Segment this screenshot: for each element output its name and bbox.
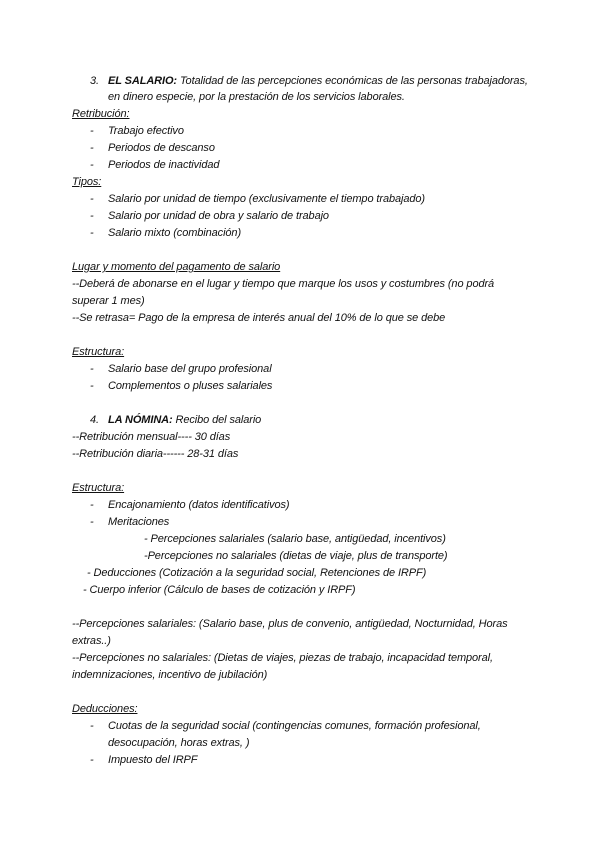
section-3-line-1 <box>108 74 528 88</box>
lugar-line-2: superar 1 mes) <box>72 295 145 307</box>
deducciones-item-2: Impuesto del IRPF <box>108 754 198 766</box>
percepciones-line-1: --Percepciones salariales: (Salario base, plus de convenio, antigüedad, Nocturnidad, Horas <box>72 618 508 630</box>
section-4-text: Recibo del salario <box>172 414 262 426</box>
retribucion-heading: Retribución: <box>72 108 130 120</box>
estructura-2-item-2: Meritaciones <box>108 516 170 528</box>
estructura-2-item-4: - Cuerpo inferior (Cálculo de bases de cotización y IRPF) <box>83 584 356 596</box>
retribucion-diaria: --Retribución diaria------ 28-31 días <box>72 448 239 460</box>
tipos-item-1: Salario por unidad de tiempo (exclusivamente el tiempo trabajado) <box>108 193 425 205</box>
bullet-marker: - <box>90 754 94 766</box>
estructura-item-1: Salario base del grupo profesional <box>108 363 272 375</box>
estructura-2-heading: Estructura: <box>72 482 125 494</box>
deducciones-heading: Deducciones: <box>72 703 138 715</box>
percepciones-line-2: extras..) <box>72 635 111 647</box>
estructura-2-item-3: - Deducciones (Cotización a la seguridad social, Retenciones de IRPF) <box>87 567 427 579</box>
deducciones-item-1: Cuotas de la seguridad social (contingencias comunes, formación profesional, <box>108 720 481 732</box>
bullet-marker: - <box>90 516 94 528</box>
retribucion-item-3: Periodos de inactividad <box>108 159 220 171</box>
tipos-item-3: Salario mixto (combinación) <box>108 227 242 239</box>
percepciones-line-4: indemnizaciones, incentivo de jubilación) <box>72 669 268 681</box>
retribucion-item-2: Periodos de descanso <box>108 142 215 154</box>
section-4-title: LA NÓMINA: <box>108 414 173 426</box>
bullet-marker: - <box>90 159 94 171</box>
estructura-2-sub-1: - Percepciones salariales (salario base, antigüedad, incentivos) <box>144 533 446 545</box>
retribucion-item-1: Trabajo efectivo <box>108 125 184 137</box>
bullet-marker: - <box>90 142 94 154</box>
lugar-line-1: --Deberá de abonarse en el lugar y tiempo que marque los usos y costumbres (no podrá <box>72 278 495 290</box>
estructura-heading: Estructura: <box>72 346 125 358</box>
bullet-marker: - <box>90 720 94 732</box>
bullet-marker: - <box>90 363 94 375</box>
estructura-item-2: Complementos o pluses salariales <box>108 380 273 392</box>
bullet-marker: - <box>90 125 94 137</box>
section-4-line <box>108 413 261 427</box>
bullet-marker: - <box>90 380 94 392</box>
bullet-marker: - <box>90 227 94 239</box>
lugar-line-3: --Se retrasa= Pago de la empresa de interés anual del 10% de lo que se debe <box>72 312 446 324</box>
retribucion-mensual: --Retribución mensual---- 30 días <box>72 431 231 443</box>
tipos-item-2: Salario por unidad de obra y salario de trabajo <box>108 210 329 222</box>
section-3-number: 3. <box>90 75 99 87</box>
section-3-line-2: en dinero especie, por la prestación de los servicios laborales. <box>108 91 405 103</box>
bullet-marker: - <box>90 499 94 511</box>
bullet-marker: - <box>90 210 94 222</box>
section-3-text: Totalidad de las percepciones económicas de las personas trabajadoras, <box>176 75 528 87</box>
tipos-heading: Tipos: <box>72 176 102 188</box>
lugar-heading: Lugar y momento del pagamento de salario <box>72 261 281 273</box>
section-4-number: 4. <box>90 414 99 426</box>
percepciones-line-3: --Percepciones no salariales: (Dietas de viajes, piezas de trabajo, incapacidad temporal, <box>72 652 493 664</box>
estructura-2-sub-2: -Percepciones no salariales (dietas de viaje, plus de transporte) <box>144 550 448 562</box>
section-3-title: EL SALARIO: <box>108 75 177 87</box>
bullet-marker: - <box>90 193 94 205</box>
deducciones-item-1-cont: desocupación, horas extras, ) <box>108 737 250 749</box>
estructura-2-item-1: Encajonamiento (datos identificativos) <box>108 499 290 511</box>
